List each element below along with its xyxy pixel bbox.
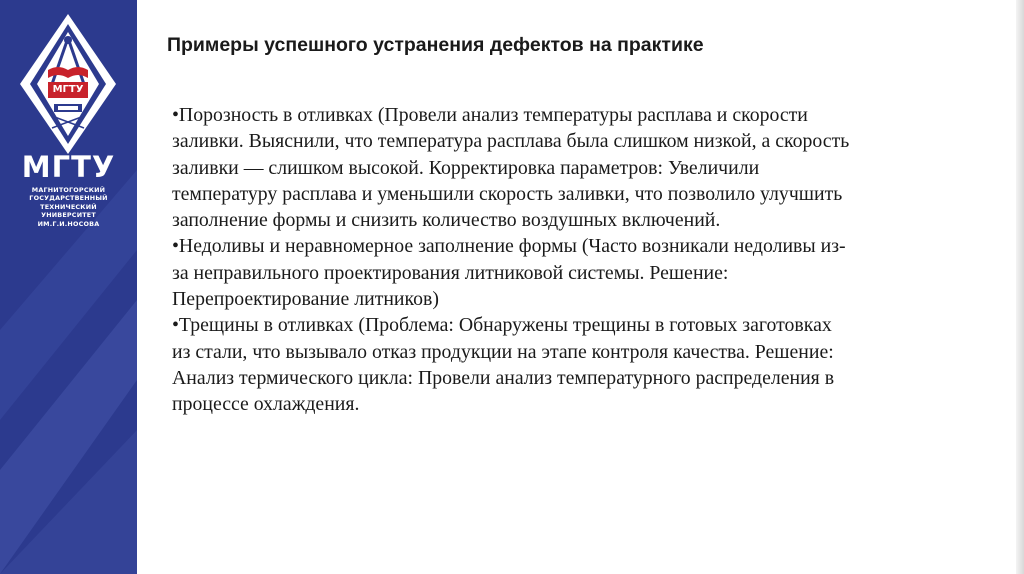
- body-line: Анализ термического цикла: Провели анализ температурного распределения в: [172, 366, 835, 389]
- slide-body: [172, 102, 972, 418]
- body-line: Перепроектирование литников): [172, 288, 439, 311]
- body-line: заливки. Выяснили, что температура расплава была слишком низкой, а скорость: [172, 130, 850, 153]
- body-line: из стали, что вызывало отказ продукции на этапе контроля качества. Решение:: [172, 340, 834, 363]
- body-line: заливки — слишком высокой. Корректировка параметров: Увеличили: [172, 156, 760, 179]
- university-logo: [18, 12, 118, 158]
- body-line: •Трещины в отливках (Проблема: Обнаружены трещины в готовых заготовках: [172, 314, 832, 337]
- brand-subtitle-line: МАГНИТОГОРСКИЙ: [31, 186, 106, 194]
- body-line: температуру расплава и уменьшили скорость заливки, что позволило улучшить: [172, 182, 843, 205]
- slide-title: Примеры успешного устранения дефектов на практике: [167, 34, 704, 56]
- brand-subtitle-line: ТЕХНИЧЕСКИЙ: [40, 202, 97, 211]
- body-line: процессе охлаждения.: [172, 393, 360, 416]
- brand-subtitle: [0, 186, 137, 228]
- logo-label: МГТУ: [52, 84, 84, 95]
- right-edge-band: [1016, 0, 1024, 574]
- brand-name: МГТУ: [21, 150, 116, 184]
- body-line: •Порозность в отливках (Провели анализ температуры расплава и скорости: [172, 104, 808, 126]
- sidebar: [0, 0, 137, 574]
- brand-subtitle-line: ГОСУДАРСТВЕННЫЙ: [29, 194, 108, 203]
- body-line: заполнение формы и снизить количество воздушных включений.: [172, 209, 721, 232]
- brand-subtitle-line: ИМ.Г.И.НОСОВА: [37, 219, 100, 228]
- body-line: •Недоливы и неравномерное заполнение формы (Часто возникали недоливы из-: [172, 235, 846, 258]
- brand-subtitle-line: УНИВЕРСИТЕТ: [41, 211, 96, 220]
- body-line: за неправильного проектирования литниковой системы. Решение:: [172, 261, 729, 284]
